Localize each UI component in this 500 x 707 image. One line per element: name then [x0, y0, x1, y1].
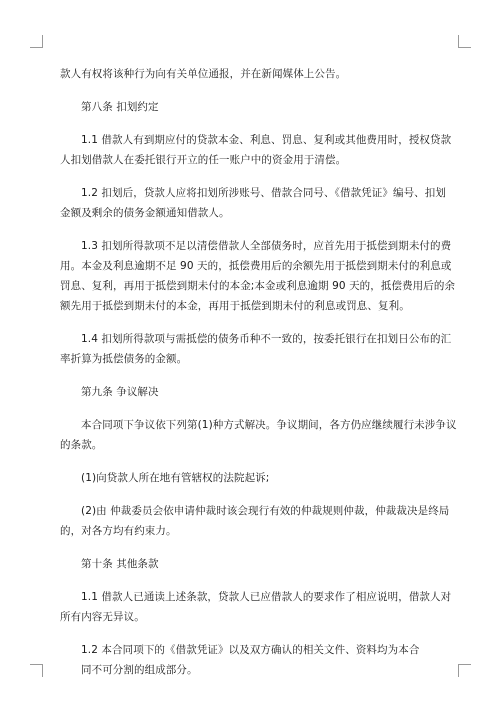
- crop-mark-top-right: [458, 35, 471, 48]
- paragraph-line: 同不可分割的组成部分。: [81, 664, 198, 676]
- paragraph-line: 金额及剩余的债务金额通知借款人。: [60, 207, 230, 219]
- paragraph-line: 1.1 借款人已通读上述条款，贷款人已应借款人的要求作了相应说明，借款人对: [81, 591, 452, 603]
- paragraph-line: (2)由 仲裁委员会依申请仲裁时该会现行有效的仲裁规则仲裁，仲裁裁决是终局: [81, 505, 450, 517]
- paragraph-line: 所有内容无异议。: [60, 611, 145, 623]
- paragraph-line: 罚息、复利，再用于抵偿到期未付的本金;本金或利息逾期 90 天的，抵偿费用后的余: [60, 280, 456, 292]
- paragraph-line: 1.1 借款人有到期应付的贷款本金、利息、罚息、复利或其他费用时，授权贷款: [81, 134, 452, 146]
- paragraph-line: 1.4 扣划所得款项与需抵偿的债务币种不一致的，按委托银行在扣划日公布的汇: [81, 333, 452, 345]
- paragraph-line: 1.2 本合同项下的《借款凭证》以及双方确认的相关文件、资料均为本合: [81, 644, 420, 656]
- crop-mark-bottom-right: [458, 664, 471, 677]
- paragraph-line: 的条款。: [60, 439, 103, 451]
- crop-mark-bottom-left: [30, 664, 43, 677]
- paragraph-line: 率折算为抵偿债务的金额。: [60, 353, 188, 365]
- paragraph-line: 1.3 扣划所得款项不足以清偿借款人全部债务时，应首先用于抵偿到期未付的费: [81, 240, 452, 252]
- section-heading: 第八条 扣划约定: [81, 101, 159, 113]
- section-heading: 第十条 其他条款: [81, 558, 159, 570]
- paragraph-line: 人扣划借款人在委托银行开立的任一账户中的资金用于清偿。: [60, 154, 347, 166]
- section-heading: 第九条 争议解决: [81, 386, 159, 398]
- paragraph-line: 的，对各方均有约束力。: [60, 525, 177, 537]
- paragraph-line: (1)向贷款人所在地有管辖权的法院起诉;: [81, 472, 270, 484]
- document-body: [60, 64, 457, 680]
- crop-mark-top-left: [30, 35, 43, 48]
- paragraph-line: 款人有权将该种行为向有关单位通报，并在新闻媒体上公告。: [60, 68, 347, 80]
- paragraph-line: 额先用于抵偿到期未付的本金，再用于抵偿到期未付的利息或罚息、复利。: [60, 300, 410, 312]
- paragraph-line: 本合同项下争议依下列第(1)种方式解决。争议期间，各方仍应继续履行未涉争议: [81, 419, 457, 431]
- paragraph-line: 1.2 扣划后，贷款人应将扣划所涉账号、借款合同号、《借款凭证》编号、扣划: [81, 187, 446, 199]
- paragraph-line: 用。本金及利息逾期不足 90 天的，抵偿费用后的余额先用于抵偿到期未付的利息或: [60, 260, 452, 272]
